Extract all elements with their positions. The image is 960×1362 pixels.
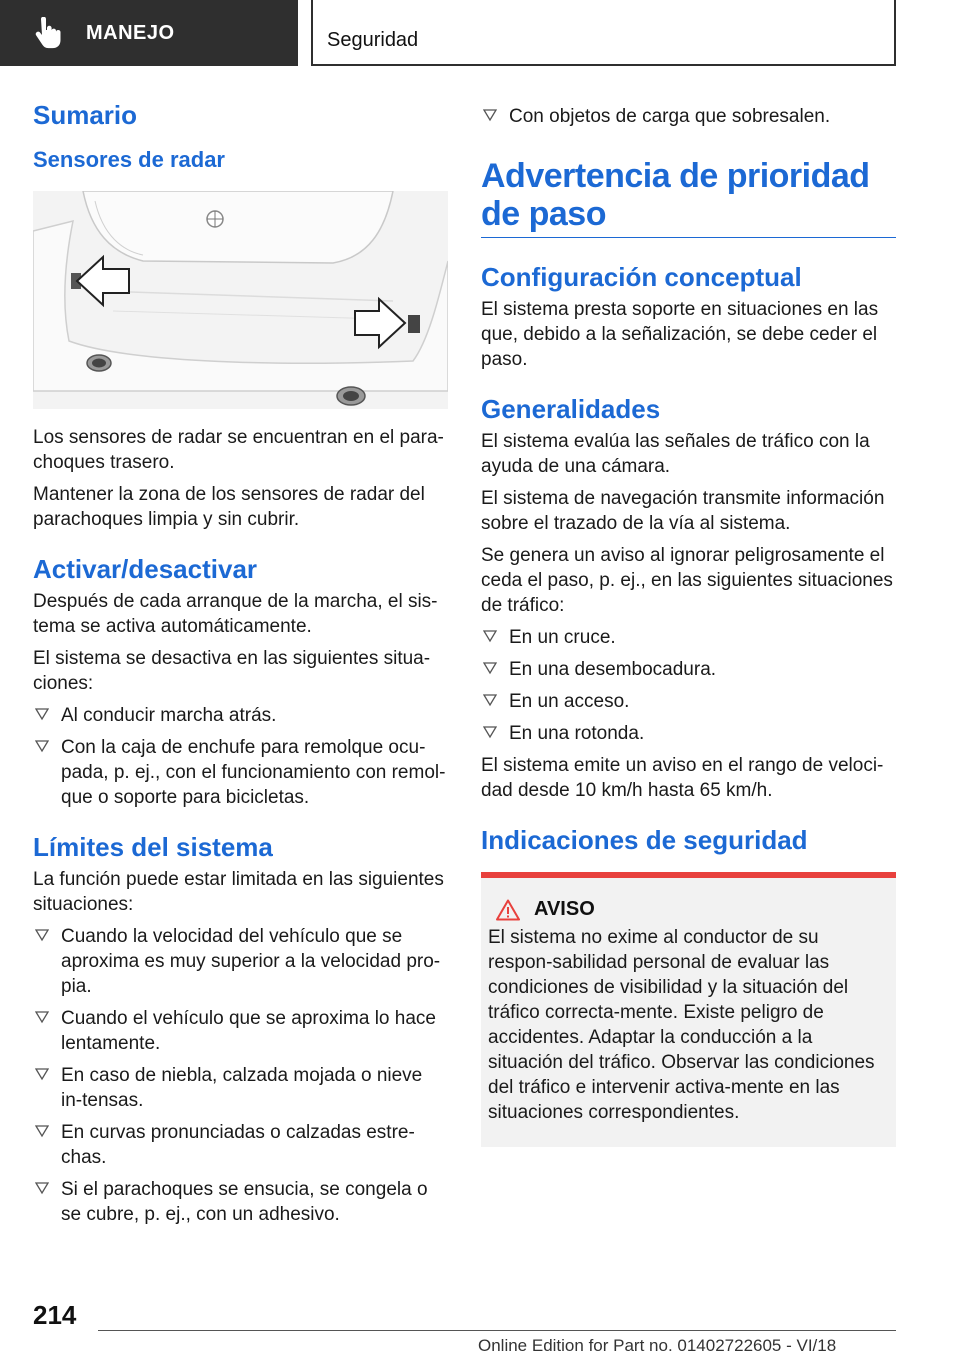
warning-text: El sistema no exime al conductor de su respon‐sabilidad personal de evaluar las condiciones de visibilidad y la situación del tráfico correcta‐mente. Existe peligro de accidentes. Adaptar la conducción a la situación del tráfico. Observar las condiciones del tráfico e intervenir activa‐mente en las situaciones correspondientes. [488, 927, 875, 1123]
triangle-bullet-icon [35, 1124, 49, 1138]
warning-triangle-icon [496, 899, 520, 921]
triangle-bullet-icon [35, 707, 49, 721]
bullet-list [481, 104, 896, 129]
bullet-list [481, 625, 896, 746]
heading-limits: Límites del sistema [33, 832, 273, 862]
triangle-bullet-icon [35, 1010, 49, 1024]
edition-note: Online Edition for Part no. 01402722605 - VI/18 [478, 1336, 837, 1355]
list-item: Si el parachoques se ensucia, se congela o se cubre, p. ej., con un adhesivo. [33, 1177, 448, 1227]
hand-pointer-icon [30, 16, 64, 50]
heading-activate: Activar/desactivar [33, 554, 258, 584]
list-item: En un cruce. [481, 625, 896, 650]
paragraph: El sistema presta soporte en situaciones en las que, debido a la señalización, se debe ceder el paso. [481, 299, 879, 370]
rear-bumper-radar-sensors-illustration [33, 191, 448, 409]
triangle-bullet-icon [483, 629, 497, 643]
triangle-bullet-icon [483, 108, 497, 122]
warning-label: AVISO [534, 898, 595, 920]
list-item: Cuando el vehículo que se aproxima lo hace lentamente. [33, 1006, 448, 1056]
chapter-label: Seguridad [327, 29, 419, 51]
list-item: En una rotonda. [481, 721, 896, 746]
triangle-bullet-icon [483, 725, 497, 739]
list-item: Con la caja de enchufe para remolque ocu‐pada, p. ej., con el funcionamiento con remol‐que o soporte para bicicletas. [33, 735, 448, 810]
triangle-bullet-icon [35, 1181, 49, 1195]
right-column [481, 104, 896, 1147]
triangle-bullet-icon [35, 1067, 49, 1081]
paragraph: Después de cada arranque de la marcha, el sis‐tema se activa automáticamente. [33, 591, 438, 637]
list-item: Al conducir marcha atrás. [33, 703, 448, 728]
list-item: En una desembocadura. [481, 657, 896, 682]
bullet-list [33, 703, 448, 810]
page-number: 214 [33, 1300, 77, 1330]
list-item: Cuando la velocidad del vehículo que se aproxima es muy superior a la velocidad pro‐pia. [33, 924, 448, 999]
subsection-title: Sensores de radar [33, 147, 225, 172]
list-item: Con objetos de carga que sobresalen. [481, 104, 896, 129]
paragraph: Los sensores de radar se encuentran en el para‐choques trasero. [33, 427, 444, 473]
heading-safety: Indicaciones de seguridad [481, 825, 808, 855]
paragraph: Se genera un aviso al ignorar peligrosamente el ceda el paso, p. ej., en las siguientes situaciones de tráfico: [481, 545, 893, 616]
warning-box [481, 872, 896, 1147]
triangle-bullet-icon [35, 928, 49, 942]
list-item: En caso de niebla, calzada mojada o nieve in‐tensas. [33, 1063, 448, 1113]
section-tab[interactable] [0, 0, 298, 66]
chapter-header [311, 0, 896, 66]
footer-divider [98, 1330, 896, 1331]
left-column [33, 100, 448, 1234]
list-item: En curvas pronunciadas o calzadas estre‐chas. [33, 1120, 448, 1170]
heading-concept: Configuración conceptual [481, 262, 802, 292]
list-item: En un acceso. [481, 689, 896, 714]
chapter-title: Advertencia de prioridad de paso [481, 157, 896, 238]
section-label: MANEJO [86, 21, 175, 44]
paragraph: Mantener la zona de los sensores de radar del parachoques limpia y sin cubrir. [33, 484, 425, 530]
heading-general: Generalidades [481, 394, 661, 424]
paragraph: La función puede estar limitada en las siguientes situaciones: [33, 869, 444, 915]
paragraph: El sistema se desactiva en las siguientes situa‐ciones: [33, 648, 431, 694]
section-title: Sumario [33, 100, 138, 130]
paragraph: El sistema de navegación transmite información sobre el trazado de la vía al sistema. [481, 488, 885, 534]
bullet-list [33, 924, 448, 1227]
triangle-bullet-icon [483, 661, 497, 675]
paragraph: El sistema emite un aviso en el rango de veloci‐dad desde 10 km/h hasta 65 km/h. [481, 755, 884, 801]
triangle-bullet-icon [483, 693, 497, 707]
triangle-bullet-icon [35, 739, 49, 753]
paragraph: El sistema evalúa las señales de tráfico con la ayuda de una cámara. [481, 431, 870, 477]
